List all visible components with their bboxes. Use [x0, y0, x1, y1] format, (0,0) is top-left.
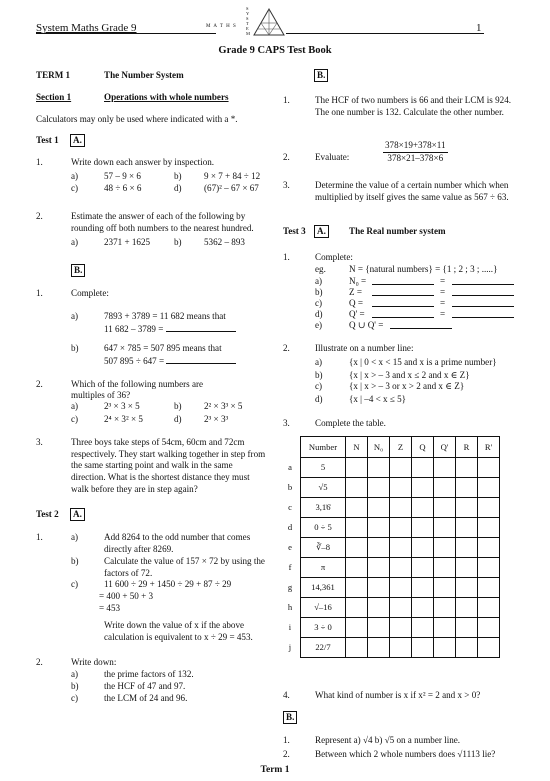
question-text: Between which 2 whole numbers does √1113 lie?: [315, 749, 496, 759]
answer-cell[interactable]: [478, 638, 500, 658]
answer-cell[interactable]: [456, 558, 478, 578]
question-text: Which of the following numbers are: [71, 379, 204, 389]
question-text: Three boys take steps of 54cm, 60cm and 72cm respectively. They start walking together in step from the same starting point and walk in the same direction. What is the shortest distance they must walk before they are in step again?: [71, 437, 266, 494]
answer-blank[interactable]: [372, 309, 434, 318]
answer-cell[interactable]: [390, 498, 412, 518]
page-number: 1: [476, 22, 482, 34]
question-text: the HCF of 47 and 97.: [104, 681, 186, 691]
answer-cell[interactable]: [390, 458, 412, 478]
answer-cell[interactable]: [456, 498, 478, 518]
answer-cell[interactable]: [368, 618, 390, 638]
part-b-label-2: B.: [283, 711, 297, 724]
number-cell: 14,361: [301, 578, 346, 598]
question-text: Complete the table.: [315, 418, 386, 428]
question-text: the LCM of 24 and 96.: [104, 693, 188, 703]
row-label: b: [287, 482, 293, 492]
answer-blank[interactable]: [166, 323, 236, 332]
sub-label: d): [174, 414, 182, 424]
set-symbol: Q' =: [349, 309, 365, 319]
equals-sign: =: [440, 309, 446, 319]
sub-label: b): [71, 681, 79, 691]
answer-cell[interactable]: [478, 558, 500, 578]
question-text: the prime factors of 132.: [104, 669, 194, 679]
table-row: [280, 558, 500, 578]
header-title: System Maths Grade 9: [36, 22, 137, 34]
q-number: 1.: [283, 252, 290, 262]
q-number: 1.: [36, 532, 43, 542]
table-row: [280, 598, 500, 618]
answer-cell[interactable]: [346, 458, 368, 478]
sub-label: c): [71, 579, 79, 589]
answer-cell[interactable]: [434, 578, 456, 598]
number-cell: 3,1̇6̇: [301, 498, 346, 518]
answer-cell[interactable]: [368, 578, 390, 598]
table-row: [280, 458, 500, 478]
sub-label: b): [71, 343, 79, 353]
answer-cell[interactable]: [434, 598, 456, 618]
sub-label: c): [315, 298, 323, 308]
sub-label: e): [315, 320, 323, 330]
table-header-cell: Q': [434, 437, 456, 458]
sub-label: b): [174, 237, 182, 247]
page-title: Grade 9 CAPS Test Book: [218, 45, 332, 56]
table-header-cell: R: [456, 437, 478, 458]
answer-cell[interactable]: [434, 538, 456, 558]
sub-label: a): [71, 237, 79, 247]
answer-cell[interactable]: [412, 538, 434, 558]
set-expression: {x | x > – 3 and x ≤ 2 and x ∈ Z}: [349, 370, 470, 380]
answer-blank[interactable]: [452, 298, 514, 307]
statement: 7893 + 3789 = 11 682 means that: [104, 311, 226, 321]
answer-cell[interactable]: [390, 558, 412, 578]
answer-cell[interactable]: [434, 638, 456, 658]
answer-cell[interactable]: [390, 538, 412, 558]
answer-cell[interactable]: [478, 578, 500, 598]
table-row: [280, 498, 500, 518]
expression: 57 – 9 × 6: [104, 171, 141, 181]
table-row: [280, 478, 500, 498]
answer-cell[interactable]: [478, 598, 500, 618]
row-label: a: [288, 462, 292, 472]
table-header-cell: N: [346, 437, 368, 458]
test3-label: Test 3: [283, 226, 306, 236]
set-symbol: Q =: [349, 298, 363, 308]
row-label: h: [287, 602, 293, 612]
answer-blank[interactable]: [390, 320, 452, 329]
question-text: Calculate the value of 157 × 72 by using the factors of 72.: [104, 556, 265, 578]
q-number: 3.: [283, 418, 290, 428]
fraction-numerator: 378×19+378×11: [383, 140, 448, 153]
q-number: 1.: [283, 735, 290, 745]
answer-cell[interactable]: [456, 618, 478, 638]
section-title: Operations with whole numbers: [104, 92, 229, 102]
expression: 2³ × 3 × 5: [104, 401, 140, 411]
answer-cell[interactable]: [368, 518, 390, 538]
answer-cell[interactable]: [346, 538, 368, 558]
answer-cell[interactable]: [346, 478, 368, 498]
test1-part-a: A.: [70, 134, 85, 147]
answer-cell[interactable]: [390, 638, 412, 658]
q-number: 1.: [283, 95, 290, 105]
question-text: Represent a) √4 b) √5 on a number line.: [315, 735, 461, 745]
answer-cell[interactable]: [412, 558, 434, 578]
equals-sign: =: [440, 298, 446, 308]
expression: 5362 – 893: [204, 237, 245, 247]
answer-cell[interactable]: [346, 578, 368, 598]
sub-label: d): [174, 183, 182, 193]
header-rule-right: [286, 33, 484, 34]
sub-label: c): [71, 183, 79, 193]
expression: 2371 + 1625: [104, 237, 151, 247]
expression: 2³ × 3³: [204, 414, 229, 424]
equals-sign: =: [440, 276, 446, 286]
expression: 11 600 ÷ 29 + 1450 ÷ 29 + 87 ÷ 29: [104, 579, 232, 589]
answer-blank[interactable]: [452, 287, 514, 296]
answer-cell[interactable]: [346, 618, 368, 638]
fraction-denominator: 378×21–378×6: [387, 152, 444, 163]
sub-label: a): [71, 311, 79, 321]
row-label: f: [288, 562, 292, 572]
expression: 2⁴ × 3² × 5: [104, 414, 143, 424]
answer-blank[interactable]: [452, 276, 514, 285]
question-text: Complete:: [315, 252, 353, 262]
table-header-cell: Z: [390, 437, 412, 458]
sub-label: b): [174, 171, 182, 181]
expression: = 453: [99, 603, 121, 613]
answer-cell[interactable]: [412, 578, 434, 598]
table-row: [280, 538, 500, 558]
answer-cell[interactable]: [346, 638, 368, 658]
question-text: Estimate the answer of each of the following by rounding off both numbers to the nearest hundred.: [71, 211, 254, 233]
answer-cell[interactable]: [412, 478, 434, 498]
statement: 11 682 – 3789 =: [104, 324, 164, 334]
test1-label: Test 1: [36, 135, 59, 145]
equals-sign: =: [440, 287, 446, 297]
logo-vertical-text: SYSTEM: [246, 6, 251, 36]
section-label: Section 1: [36, 92, 72, 102]
question-text: Illustrate on a number line:: [315, 343, 414, 353]
sub-label: c): [71, 414, 79, 424]
answer-cell[interactable]: [412, 638, 434, 658]
expression: 2² × 3³ × 5: [204, 401, 243, 411]
q-number: 2.: [36, 657, 43, 667]
answer-cell[interactable]: [390, 518, 412, 538]
answer-cell[interactable]: [412, 518, 434, 538]
test3-part-a: A.: [314, 225, 329, 238]
example-label: eg.: [315, 264, 326, 274]
question-text: What kind of number is x if x² = 2 and x > 0?: [315, 690, 481, 700]
sub-label: a): [71, 401, 79, 411]
page-footer: Term 1: [260, 765, 290, 775]
table-header-cell: Number: [301, 437, 346, 458]
row-label: g: [287, 582, 293, 592]
answer-cell[interactable]: [456, 458, 478, 478]
classification-table: [280, 436, 500, 658]
sub-label: c): [315, 381, 323, 391]
answer-cell[interactable]: [478, 538, 500, 558]
answer-cell[interactable]: [434, 618, 456, 638]
answer-cell[interactable]: [434, 498, 456, 518]
q-number: 2.: [283, 152, 290, 162]
header-rule-left: [36, 33, 216, 34]
sub-label: a): [315, 357, 323, 367]
answer-cell[interactable]: [390, 598, 412, 618]
expression: = 400 + 50 + 3: [99, 591, 154, 601]
test2-label: Test 2: [36, 509, 59, 519]
sub-label: b): [174, 401, 182, 411]
answer-cell[interactable]: [434, 558, 456, 578]
answer-cell[interactable]: [456, 578, 478, 598]
row-label: c: [288, 502, 292, 512]
table-row: [280, 618, 500, 638]
answer-cell[interactable]: [478, 458, 500, 478]
q-number: 4.: [283, 690, 290, 700]
sub-label: b): [315, 370, 323, 380]
table-header-cell: Q: [412, 437, 434, 458]
answer-blank[interactable]: [372, 276, 434, 285]
table-header-cell: R': [478, 437, 500, 458]
question-text: Write down the value of x if the above calculation is equivalent to x ÷ 29 = 453.: [104, 620, 253, 642]
answer-cell[interactable]: [346, 498, 368, 518]
table-row: [280, 578, 500, 598]
expression: 9 × 7 + 84 ÷ 12: [204, 171, 261, 181]
answer-cell[interactable]: [456, 598, 478, 618]
answer-cell[interactable]: [456, 638, 478, 658]
question-text: Write down each answer by inspection.: [71, 157, 215, 167]
number-cell: √–16: [301, 598, 346, 618]
question-text: Write down:: [71, 657, 117, 667]
answer-cell[interactable]: [368, 638, 390, 658]
q-number: 2.: [283, 749, 290, 759]
evaluate-fraction: [383, 140, 448, 164]
expression: 48 ÷ 6 × 6: [104, 183, 142, 193]
answer-cell[interactable]: [346, 518, 368, 538]
answer-cell[interactable]: [390, 578, 412, 598]
number-cell: √5: [301, 478, 346, 498]
q-number: 3.: [283, 180, 290, 190]
row-label: i: [288, 622, 292, 632]
set-expression: {x | x > – 3 or x > 2 and x ∈ Z}: [349, 381, 465, 391]
answer-cell[interactable]: [368, 498, 390, 518]
statement: 507 895 ÷ 647 =: [104, 356, 165, 366]
answer-cell[interactable]: [346, 598, 368, 618]
answer-cell[interactable]: [368, 478, 390, 498]
q-number: 3.: [36, 437, 43, 447]
sub-label: a): [71, 532, 79, 542]
answer-cell[interactable]: [412, 618, 434, 638]
number-cell: π: [301, 558, 346, 578]
row-label: j: [288, 642, 292, 652]
sub-label: b): [71, 556, 79, 566]
statement: 647 × 785 = 507 895 means that: [104, 343, 222, 353]
answer-cell[interactable]: [368, 558, 390, 578]
answer-cell[interactable]: [368, 538, 390, 558]
answer-cell[interactable]: [456, 538, 478, 558]
answer-cell[interactable]: [368, 458, 390, 478]
sub-label: b): [315, 287, 323, 297]
question-text: Add 8264 to the odd number that comes directly after 8269.: [104, 532, 251, 554]
sub-label: a): [71, 669, 79, 679]
set-expression: {x | 0 < x < 15 and x is a prime number}: [349, 357, 497, 367]
answer-cell[interactable]: [390, 478, 412, 498]
term-label: TERM 1: [36, 70, 71, 80]
sub-label: d): [315, 394, 323, 404]
set-symbol: N₀ =: [349, 276, 367, 286]
row-label-spacer: [280, 437, 301, 458]
calculator-note: Calculators may only be used where indicated with a *.: [36, 114, 238, 124]
expression: (67)² – 67 × 67: [204, 183, 259, 193]
question-text: The HCF of two numbers is 66 and their LCM is 924. The one number is 132. Calculate the other number.: [315, 95, 512, 117]
table-row: [280, 518, 500, 538]
q-number: 2.: [36, 379, 43, 389]
sub-label: d): [315, 309, 323, 319]
question-text: Determine the value of a certain number which when multiplied by itself gives the same value as 567 ÷ 63.: [315, 180, 509, 202]
sub-label: a): [315, 276, 323, 286]
number-cell: 0 ÷ 5: [301, 518, 346, 538]
question-text: multiples of 36?: [71, 390, 131, 400]
answer-blank[interactable]: [166, 355, 236, 364]
answer-cell[interactable]: [478, 478, 500, 498]
answer-cell[interactable]: [478, 518, 500, 538]
test3-title: The Real number system: [349, 226, 446, 236]
question-text: Complete:: [71, 288, 109, 298]
answer-cell[interactable]: [368, 598, 390, 618]
set-symbol: Z =: [349, 287, 362, 297]
logo-letters: M A T H S: [206, 24, 237, 29]
table-header-cell: N₀: [368, 437, 390, 458]
answer-cell[interactable]: [456, 478, 478, 498]
answer-cell[interactable]: [456, 518, 478, 538]
answer-cell[interactable]: [434, 458, 456, 478]
row-label: d: [287, 522, 293, 532]
table-row: [280, 638, 500, 658]
q-number: 2.: [283, 343, 290, 353]
row-label: e: [288, 542, 292, 552]
answer-cell[interactable]: [412, 458, 434, 478]
test1-part-b: B.: [71, 264, 85, 277]
answer-cell[interactable]: [434, 478, 456, 498]
answer-cell[interactable]: [412, 498, 434, 518]
number-cell: 3 ÷ 0: [301, 618, 346, 638]
maths-logo-icon: [252, 7, 286, 37]
answer-cell[interactable]: [478, 498, 500, 518]
q-number: 1.: [36, 288, 43, 298]
answer-cell[interactable]: [390, 618, 412, 638]
set-symbol: Q ∪ Q' =: [349, 320, 384, 330]
q-number: 1.: [36, 157, 43, 167]
sub-label: c): [71, 693, 79, 703]
number-cell: 22/7: [301, 638, 346, 658]
term-topic: The Number System: [104, 70, 184, 80]
answer-cell[interactable]: [478, 618, 500, 638]
answer-cell[interactable]: [434, 518, 456, 538]
number-cell: 5: [301, 458, 346, 478]
answer-cell[interactable]: [412, 598, 434, 618]
answer-blank[interactable]: [372, 298, 434, 307]
number-cell: ∛–8: [301, 538, 346, 558]
sub-label: a): [71, 171, 79, 181]
test2-part-a: A.: [70, 508, 85, 521]
set-expression: {x | –4 < x ≤ 5}: [349, 394, 407, 404]
answer-blank[interactable]: [372, 287, 434, 296]
example-expression: N = {natural numbers} = {1 ; 2 ; 3 ; .....}: [349, 264, 498, 274]
question-text: Evaluate:: [315, 152, 350, 162]
answer-cell[interactable]: [346, 558, 368, 578]
q-number: 2.: [36, 211, 43, 221]
part-b-label: B.: [314, 69, 328, 82]
answer-blank[interactable]: [452, 309, 514, 318]
